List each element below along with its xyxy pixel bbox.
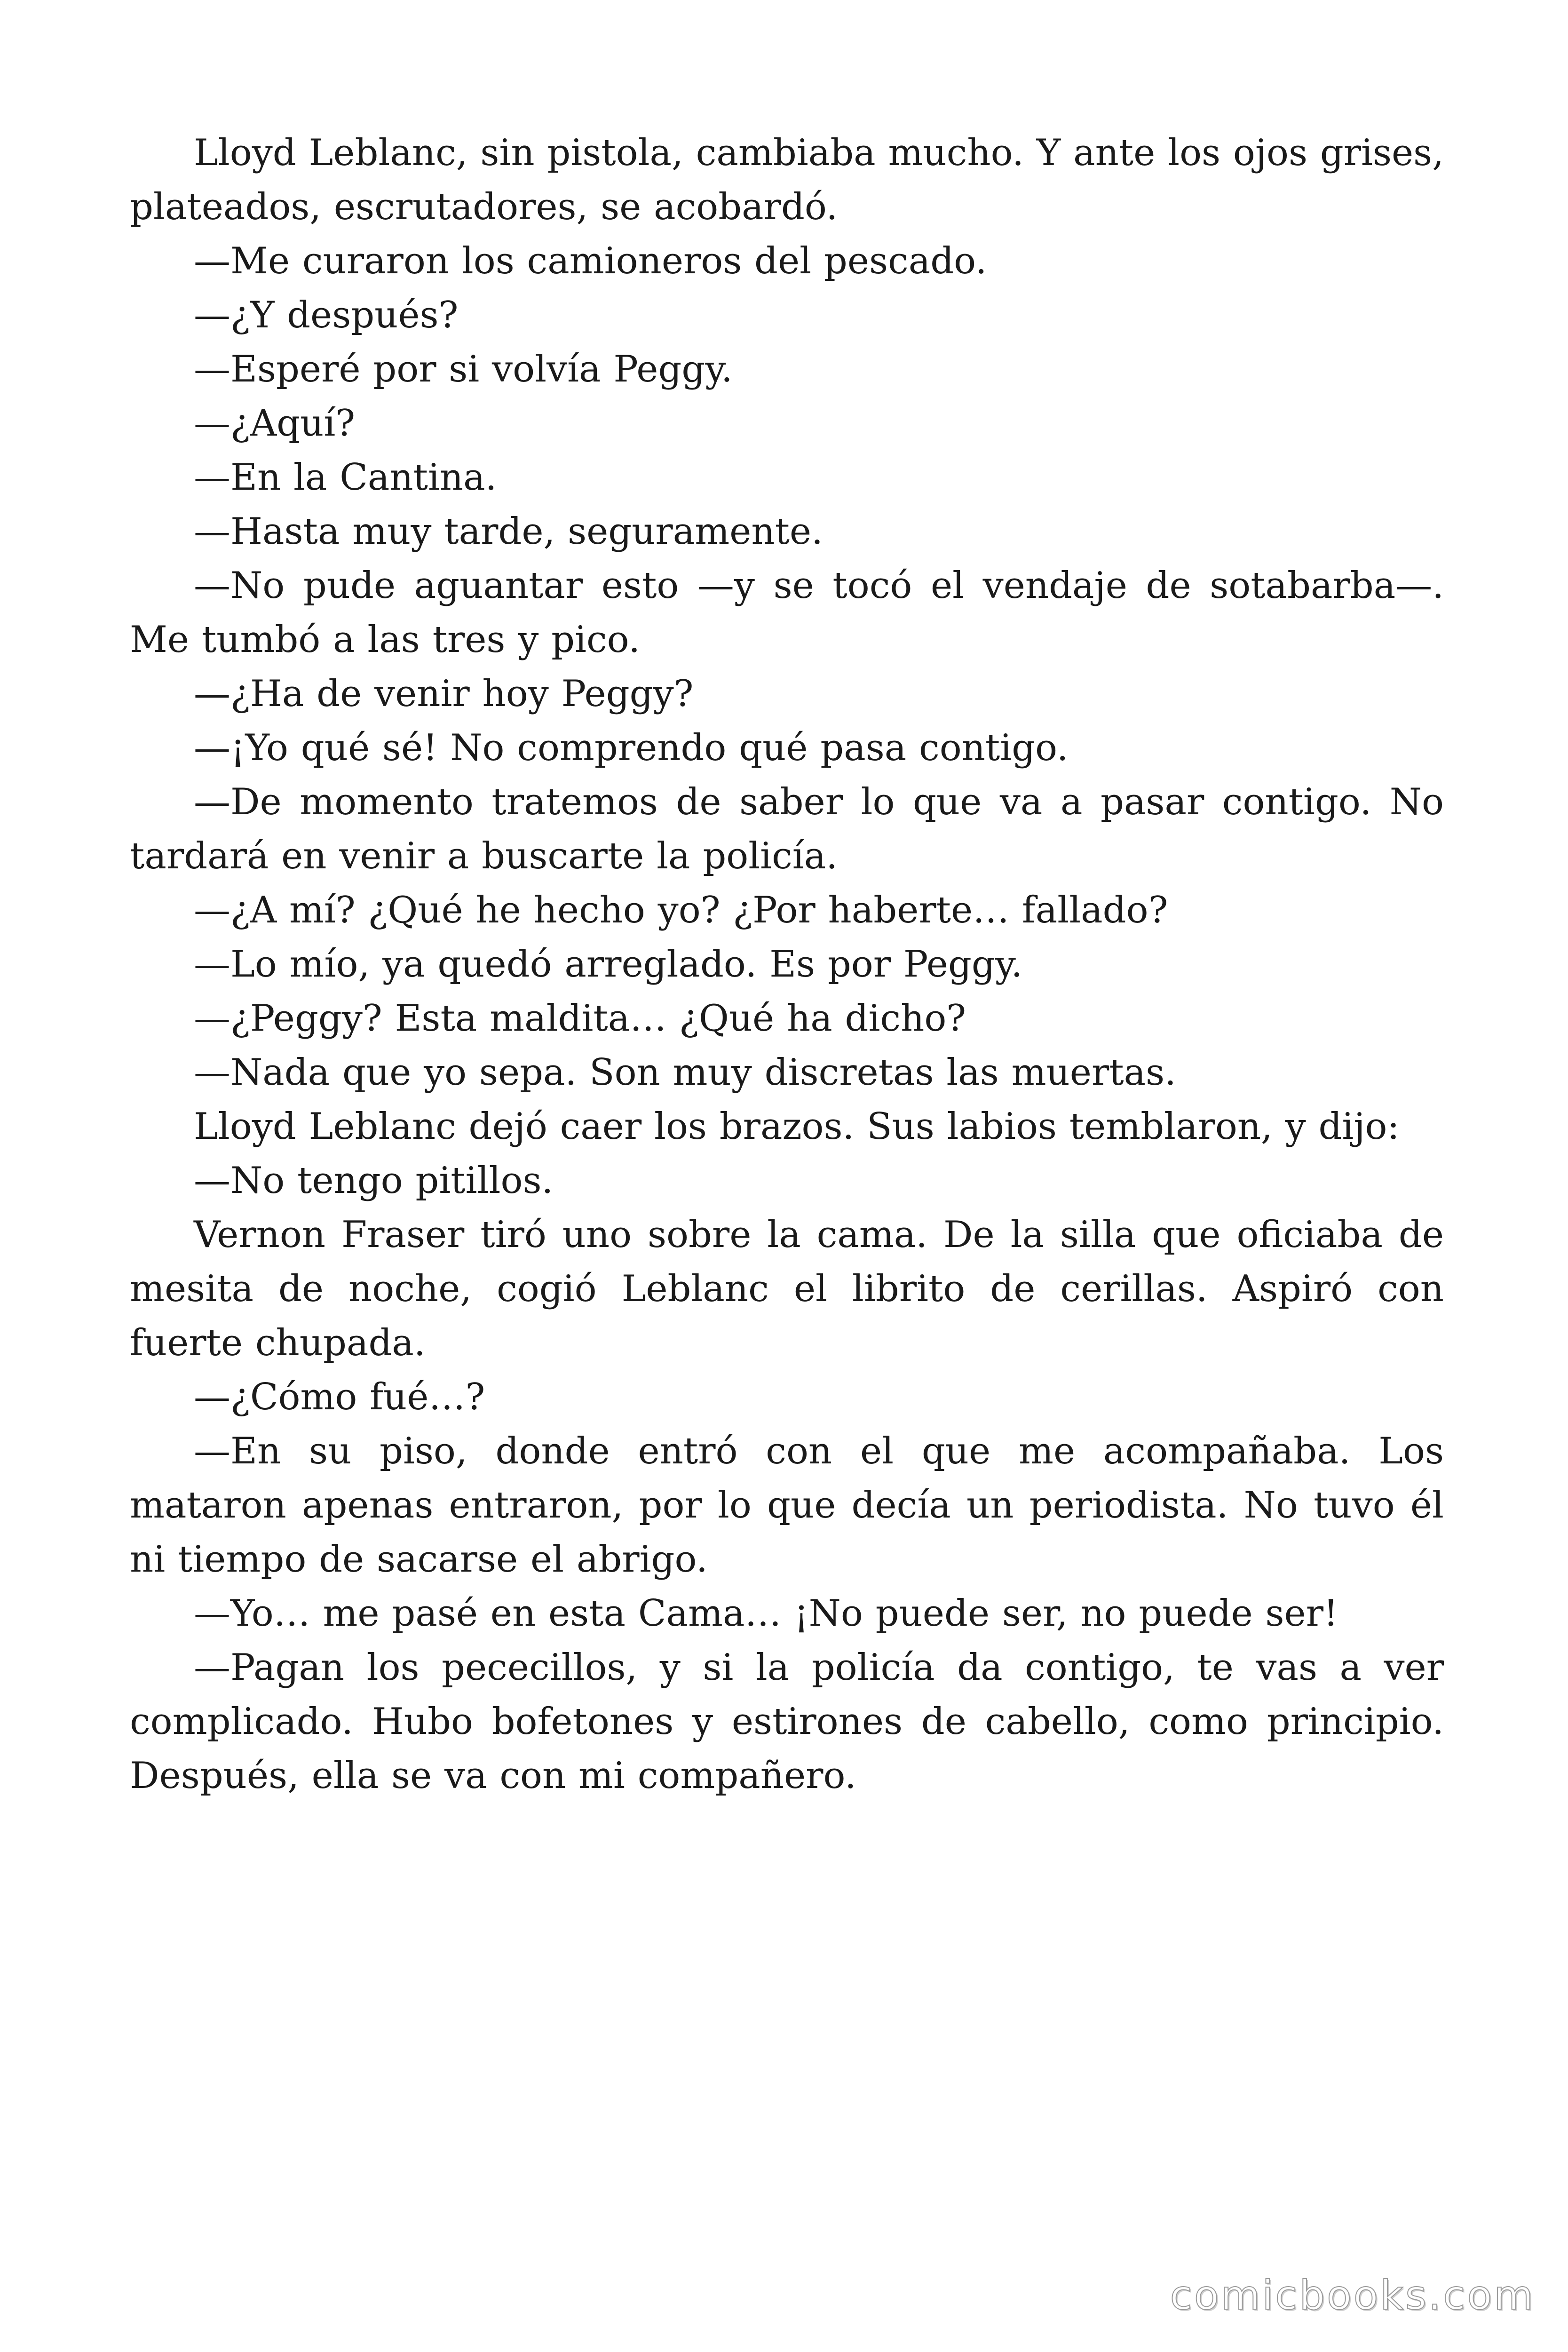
paragraph: Lloyd Leblanc dejó caer los brazos. Sus labios temblaron, y dijo: xyxy=(194,1105,1400,1148)
paragraph: —¡Yo qué sé! No comprendo qué pasa contigo. xyxy=(194,727,1069,769)
paragraph: —Hasta muy tarde, seguramente. xyxy=(194,510,823,553)
paragraph: —¿Ha de venir hoy Peggy? xyxy=(194,673,694,715)
paragraph: —Me curaron los camioneros del pescado. xyxy=(194,240,987,282)
paragraph: —Nada que yo sepa. Son muy discretas las muertas. xyxy=(194,1051,1176,1094)
paragraph: —De momento tratemos de saber lo que va a pasar contigo. No tardará en venir a buscarte la policía. xyxy=(130,781,1444,877)
paragraph: —Esperé por si volvía Peggy. xyxy=(194,348,733,390)
paragraph: —Lo mío, ya quedó arreglado. Es por Peggy. xyxy=(194,943,1023,985)
watermark: comicbooks.com xyxy=(1170,2272,1535,2319)
paragraph: —No tengo pitillos. xyxy=(194,1160,554,1202)
paragraph: Lloyd Leblanc, sin pistola, cambiaba mucho. Y ante los ojos grises, plateados, escrutadores, se acobardó. xyxy=(130,132,1444,228)
paragraph: —¿Aquí? xyxy=(194,402,356,445)
paragraph: —Yo… me pasé en esta Cama… ¡No puede ser, no puede ser! xyxy=(194,1592,1338,1635)
paragraph: —¿Y después? xyxy=(194,294,459,336)
paragraph: —Pagan los pececillos, y si la policía da contigo, te vas a ver complicado. Hubo bofetones y estirones de cabello, como principio. Después, ella se va con mi compañero. xyxy=(130,1646,1444,1797)
paragraph: Vernon Fraser tiró uno sobre la cama. De la silla que oficiaba de mesita de noche, cogió Leblanc el librito de cerillas. Aspiró con fuerte chupada. xyxy=(130,1214,1444,1364)
paragraph: —En la Cantina. xyxy=(194,456,497,499)
paragraph: —¿Peggy? Esta maldita… ¿Qué ha dicho? xyxy=(194,997,966,1040)
paragraph: —¿A mí? ¿Qué he hecho yo? ¿Por haberte… fallado? xyxy=(194,889,1168,931)
paragraph: —¿Cómo fué…? xyxy=(194,1376,485,1418)
page-body xyxy=(130,126,1444,1803)
paragraph: —En su piso, donde entró con el que me acompañaba. Los mataron apenas entraron, por lo que decía un periodista. No tuvo él ni tiempo de sacarse el abrigo. xyxy=(130,1430,1444,1581)
paragraph: —No pude aguantar esto —y se tocó el vendaje de sotabarba—. Me tumbó a las tres y pico. xyxy=(130,564,1444,661)
